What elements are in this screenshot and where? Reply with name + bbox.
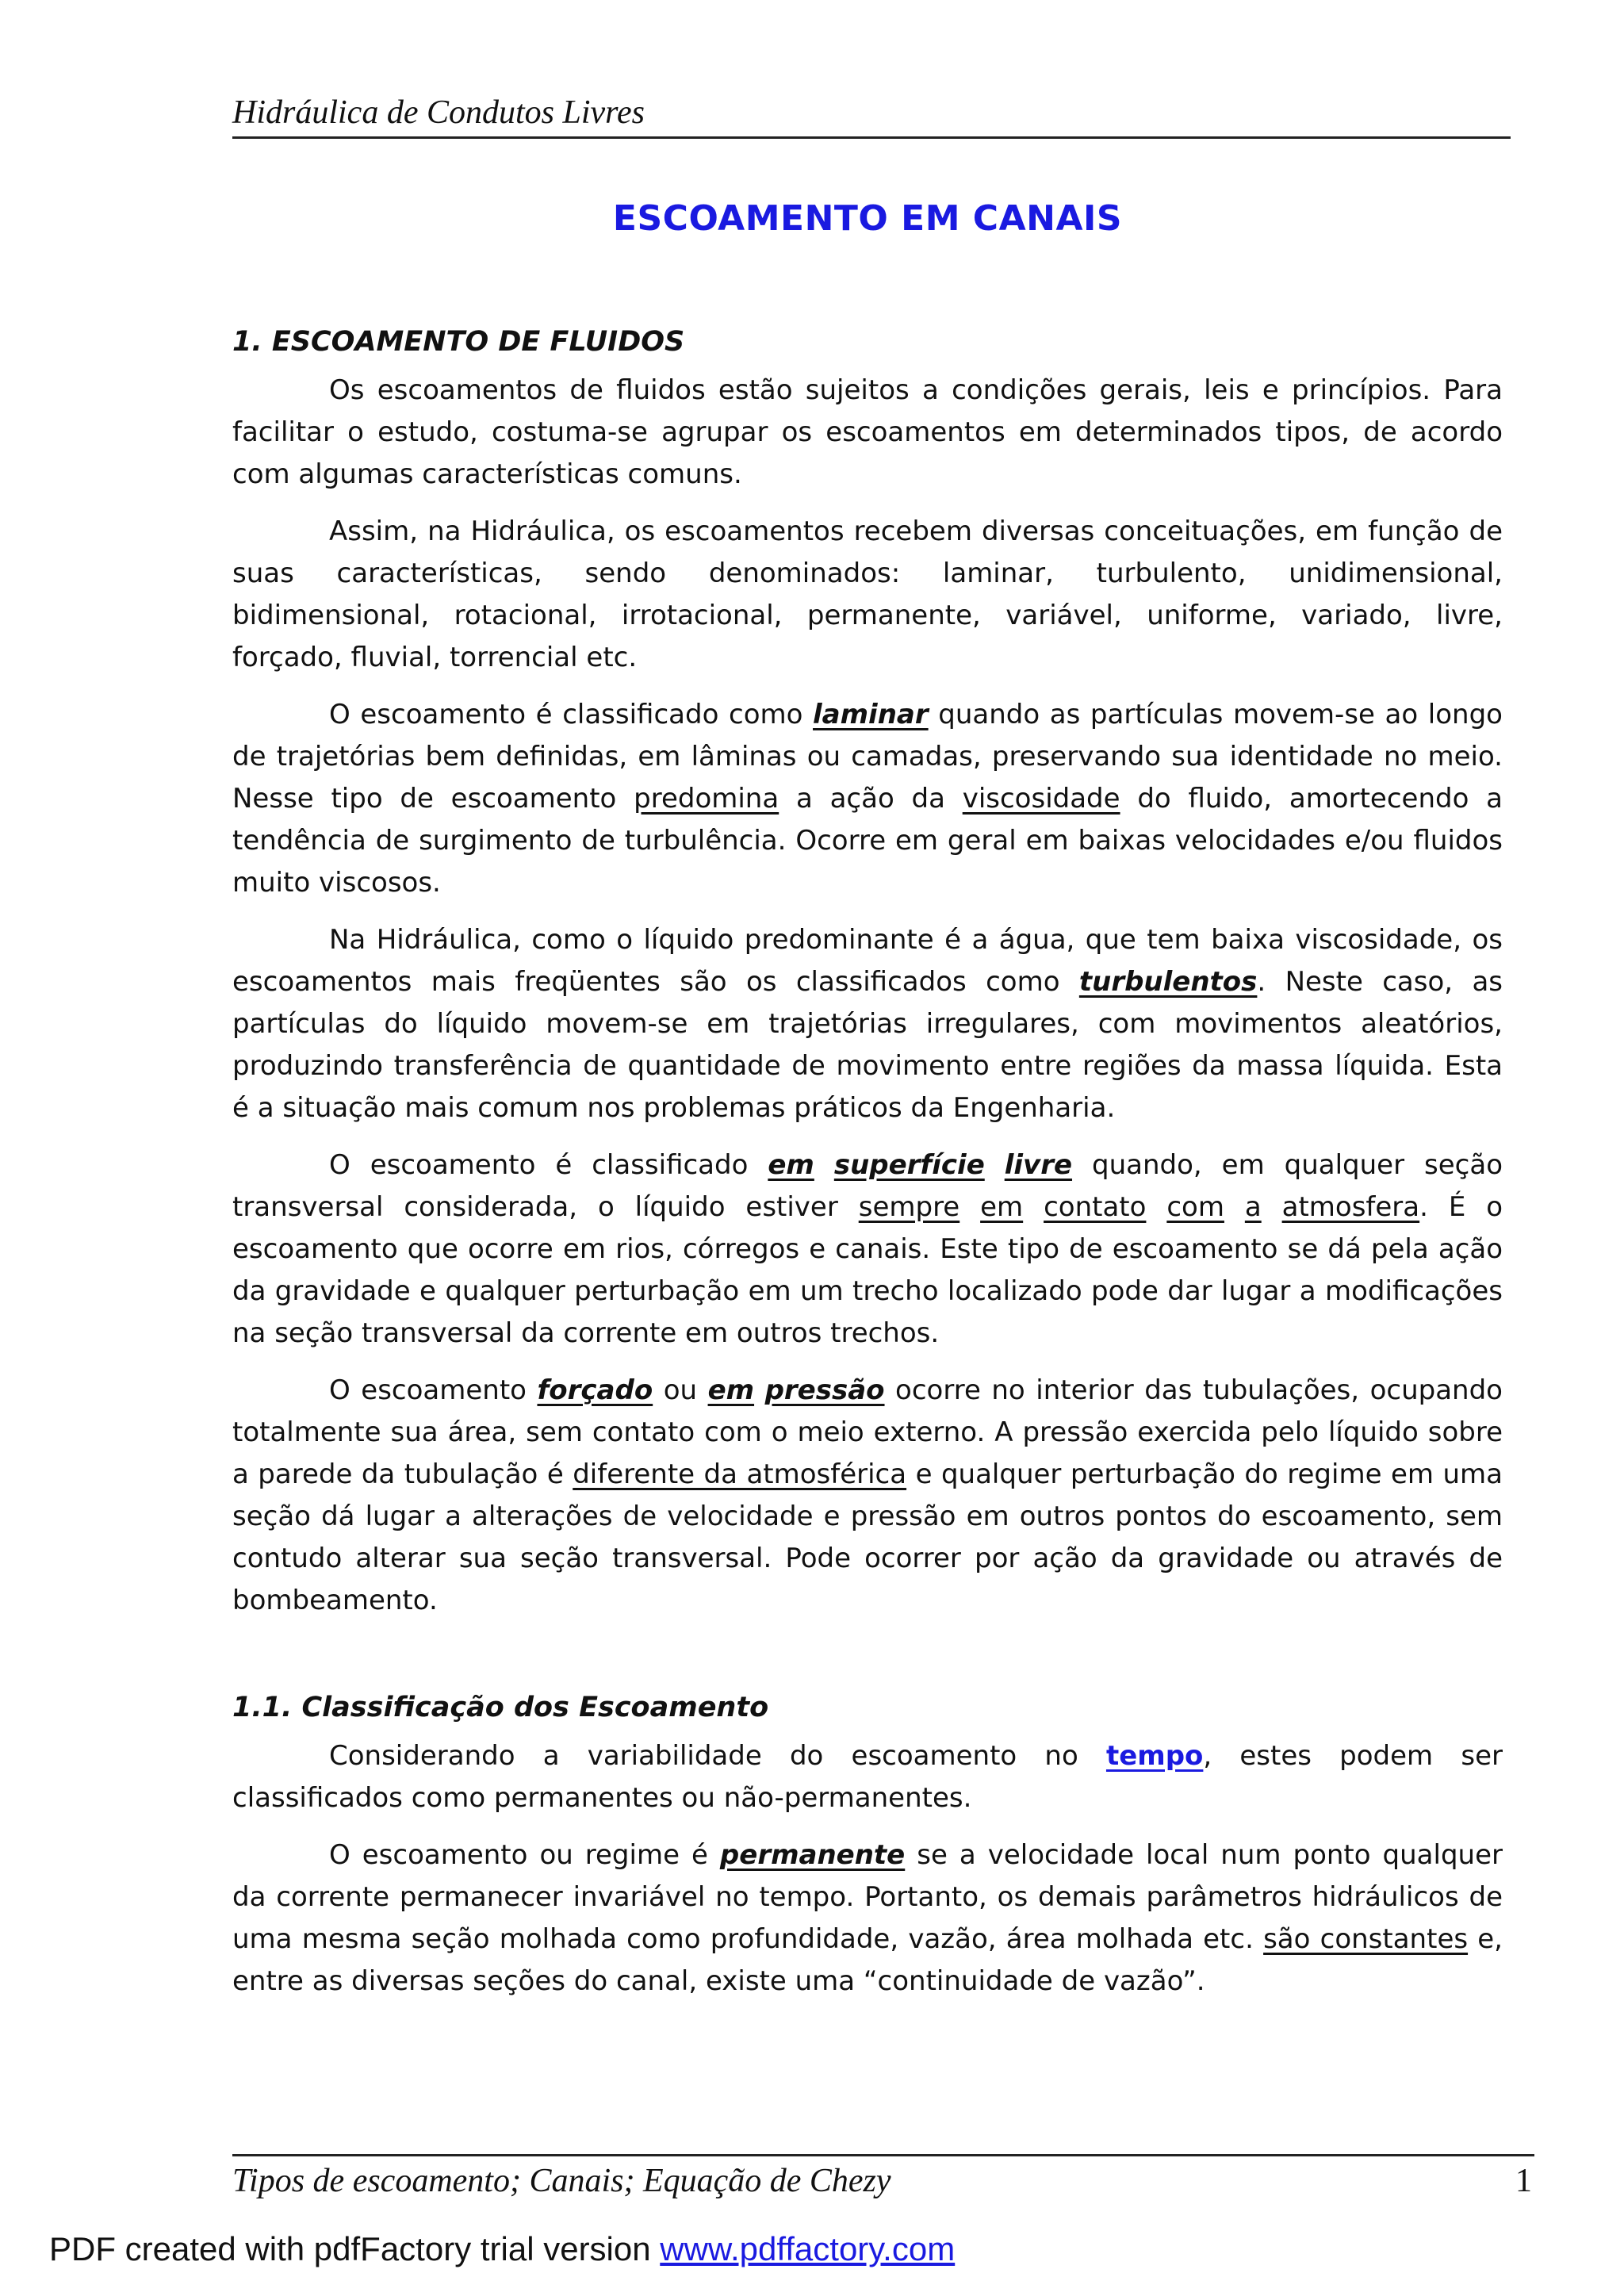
paragraph — [232, 694, 1503, 904]
text-run: a ação da — [779, 783, 963, 815]
text-run: , estes podem ser classificados como permanentes ou não-permanentes. — [232, 1740, 1503, 1814]
term-tempo: tempo — [1105, 1740, 1204, 1772]
page-number: 1 — [1515, 2163, 1532, 2199]
document-body — [232, 321, 1503, 2018]
term-livre: livre — [1004, 1149, 1073, 1181]
term-turbulentos: turbulentos — [1078, 966, 1258, 998]
paragraph-text: Assim, na Hidráulica, os escoamentos recebem diversas conceituações, em função de suas características, sendo denominados: laminar, turbulento, unidimensional, bidimensional, rotacional, irrotacional, permanente, variável, uniforme, variado, livre, forçado, fluvial, torrencial etc. — [232, 516, 1503, 673]
watermark-link[interactable]: www.pdffactory.com — [660, 2230, 956, 2267]
paragraph — [232, 1144, 1503, 1355]
term-forcado: forçado — [537, 1374, 653, 1406]
text-run: O escoamento ou regime é — [329, 1839, 720, 1871]
text-run: O escoamento — [329, 1374, 538, 1406]
header-rule — [232, 136, 1511, 139]
text-run: do fluido, amortecendo a tendência de surgimento de turbulência. Ocorre em geral em baixas velocidades e/ou fluidos muito viscosos. — [232, 783, 1503, 899]
term-contato: contato — [1044, 1191, 1147, 1223]
text-run: . Neste caso, as partículas do líquido movem-se em trajetórias irregulares, com movimentos aleatórios, produzindo transferência de quantidade de movimento entre regiões da massa líquida. Esta é a situação mais comum nos problemas práticos da Engenharia. — [232, 966, 1503, 1124]
term-superficie: superfície — [833, 1149, 985, 1181]
pdf-watermark — [49, 2230, 955, 2268]
watermark-text: PDF created with pdfFactory trial version — [49, 2230, 661, 2267]
term-sao-constantes: são constantes — [1263, 1923, 1469, 1955]
text-run: quando, em qualquer seção transversal considerada, o líquido estiver — [232, 1149, 1503, 1223]
text-run: ocorre no interior das tubulações, ocupando totalmente sua área, sem contato com o meio externo. A pressão exercida pelo líquido sobre a parede da tubulação é — [232, 1374, 1503, 1490]
text-run: e, entre as diversas seções do canal, existe uma “continuidade de vazão”. — [232, 1923, 1503, 1997]
term-diferente-atmosferica: diferente da atmosférica — [573, 1458, 907, 1490]
text-run: quando as partículas movem-se ao longo de trajetórias bem definidas, em lâminas ou camadas, preservando sua identidade no meio. Nesse tipo de escoamento — [232, 699, 1503, 815]
paragraph-text: Os escoamentos de fluidos estão sujeitos a condições gerais, leis e princípios. Para facilitar o estudo, costuma-se agrupar os escoamentos em determinados tipos, de acordo com algumas características comuns. — [232, 374, 1503, 490]
section-heading: 1. ESCOAMENTO DE FLUIDOS — [232, 326, 685, 358]
term-em: em — [707, 1374, 755, 1406]
running-footer: Tipos de escoamento; Canais; Equação de Chezy — [232, 2163, 891, 2199]
text-run: . É o escoamento que ocorre em rios, córregos e canais. Este tipo de escoamento se dá pela ação da gravidade e qualquer perturbação em um trecho localizado pode dar lugar a modificações na seção transversal da corrente em outros trechos. — [232, 1191, 1503, 1349]
term-em: em — [768, 1149, 814, 1181]
text-run: se a velocidade local num ponto qualquer da corrente permanecer invariável no tempo. Portanto, os demais parâmetros hidráulicos de uma mesma seção molhada como profundidade, vazão, área molhada etc. — [232, 1839, 1503, 1955]
paragraph — [232, 919, 1503, 1129]
term-a: a — [1244, 1191, 1262, 1223]
paragraph — [232, 511, 1503, 679]
text-run: O escoamento é classificado — [329, 1149, 768, 1181]
paragraph — [232, 1370, 1503, 1622]
text-run: ou — [653, 1374, 708, 1406]
text-run: Considerando a variabilidade do escoamento no — [329, 1740, 1106, 1772]
term-laminar: laminar — [813, 699, 929, 730]
text-run: e qualquer perturbação do regime em uma seção dá lugar a alterações de velocidade e pressão em outros pontos do escoamento, sem contudo alterar sua seção transversal. Pode ocorrer por ação da gravidade ou através de bombeamento. — [232, 1458, 1503, 1616]
term-em-2: em — [980, 1191, 1024, 1223]
paragraph — [232, 1735, 1503, 1819]
running-header: Hidráulica de Condutos Livres — [232, 94, 645, 131]
term-atmosfera: atmosfera — [1281, 1191, 1420, 1223]
subsection-heading: 1.1. Classificação dos Escoamento — [232, 1692, 769, 1723]
term-sempre: sempre — [858, 1191, 960, 1223]
term-com: com — [1166, 1191, 1224, 1223]
text-run: O escoamento é classificado como — [329, 699, 814, 730]
term-predomina: predomina — [634, 783, 779, 815]
footer-rule — [232, 2154, 1534, 2156]
term-permanente: permanente — [719, 1839, 906, 1871]
term-viscosidade: viscosidade — [962, 783, 1120, 815]
page-title: ESCOAMENTO EM CANAIS — [612, 198, 1123, 239]
paragraph — [232, 1834, 1503, 2003]
text-run: Na Hidráulica, como o líquido predominante é a água, que tem baixa viscosidade, os escoamentos mais freqüentes são os classificados como — [232, 924, 1503, 998]
term-pressao: pressão — [764, 1374, 885, 1406]
paragraph — [232, 370, 1503, 496]
